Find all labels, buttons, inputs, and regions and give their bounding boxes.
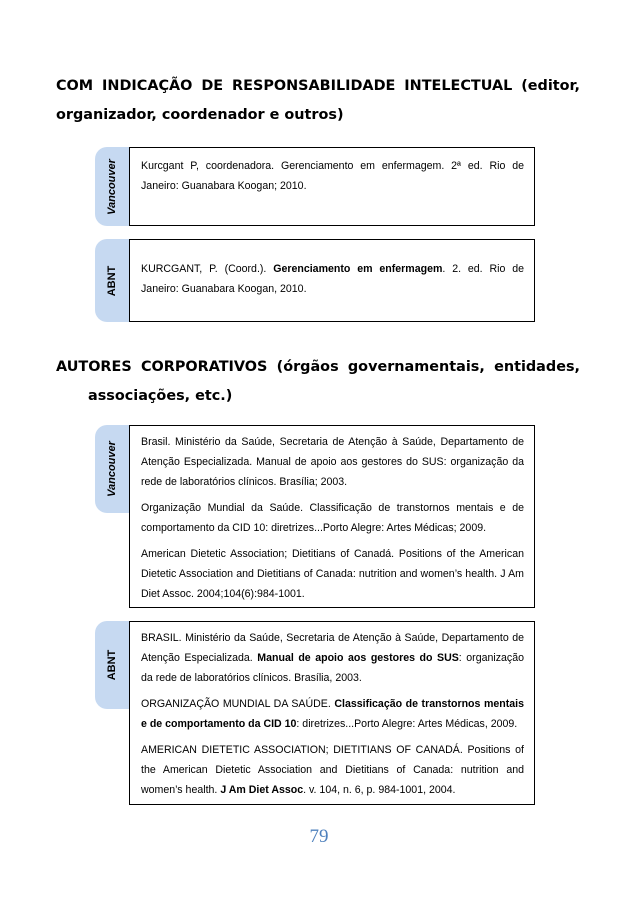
tab-label: ABNT [106,265,118,296]
section-heading-responsabilidade [56,72,580,130]
vancouver-reference-box [129,147,535,226]
page-number: 79 [309,826,329,847]
tab-label: Vancouver [106,441,118,497]
reference-entry: American Dietetic Association; Dietitians of Canadá. Positions of the American Dietetic Association and Dietitians of Canada: nutrition and women’s health. J Am Diet Assoc. 2004;104(6):984-1001. [141,548,524,600]
reference-entry: Brasil. Ministério da Saúde, Secretaria de Atenção à Saúde, Departamento de Atenção Especializada. Manual de apoio aos gestores do SUS: organização da rede de laboratórios clínicos. Brasília; 2003. [141,436,524,488]
reference-entry: ORGANIZAÇÃO MUNDIAL DA SAÚDE. Classificação de transtornos mentais e de comportamento da CID 10: diretrizes...Porto Alegre: Artes Médicas, 2009. [141,698,524,730]
tab-label: Vancouver [106,158,118,215]
reference-entry: Organização Mundial da Saúde. Classificação de transtornos mentais e de comportamento da CID 10: diretrizes...Porto Alegre: Artes Médicas; 2009. [141,502,524,534]
heading-line: COM INDICAÇÃO DE RESPONSABILIDADE INTELECTUAL (editor, [56,78,580,94]
vancouver-reference-box [129,425,535,608]
abnt-tab [95,239,129,322]
reference-entry: Kurcgant P, coordenadora. Gerenciamento em enfermagem. 2ª ed. Rio de Janeiro: Guanabara Koogan; 2010. [141,160,524,192]
reference-entry: BRASIL. Ministério da Saúde, Secretaria de Atenção à Saúde, Departamento de Atenção Especializada. Manual de apoio aos gestores do SUS: organização da rede de laboratórios clínicos. Brasília, 2003. [141,632,525,684]
vancouver-tab [95,147,129,226]
abnt-reference-box [129,239,535,322]
reference-entry: KURCGANT, P. (Coord.). Gerenciamento em enfermagem. 2. ed. Rio de Janeiro: Guanabara Koogan, 2010. [141,263,525,295]
heading-line: associações, etc.) [88,388,233,404]
abnt-reference-box [129,621,535,805]
section-heading-autores-corporativos [56,353,580,411]
vancouver-tab [95,425,129,513]
reference-entry: AMERICAN DIETETIC ASSOCIATION; DIETITIANS OF CANADÁ. Positions of the American Dietetic Association and Dietitians of Canada: nutrition and women’s health. J Am Diet Assoc. v. 104, n. 6, p. 984-1001, 2004. [141,744,524,796]
heading-line: organizador, coordenador e outros) [56,107,344,123]
heading-line: AUTORES CORPORATIVOS (órgãos governamentais, entidades, [56,359,580,375]
tab-label: ABNT [106,649,118,681]
abnt-tab [95,621,129,709]
